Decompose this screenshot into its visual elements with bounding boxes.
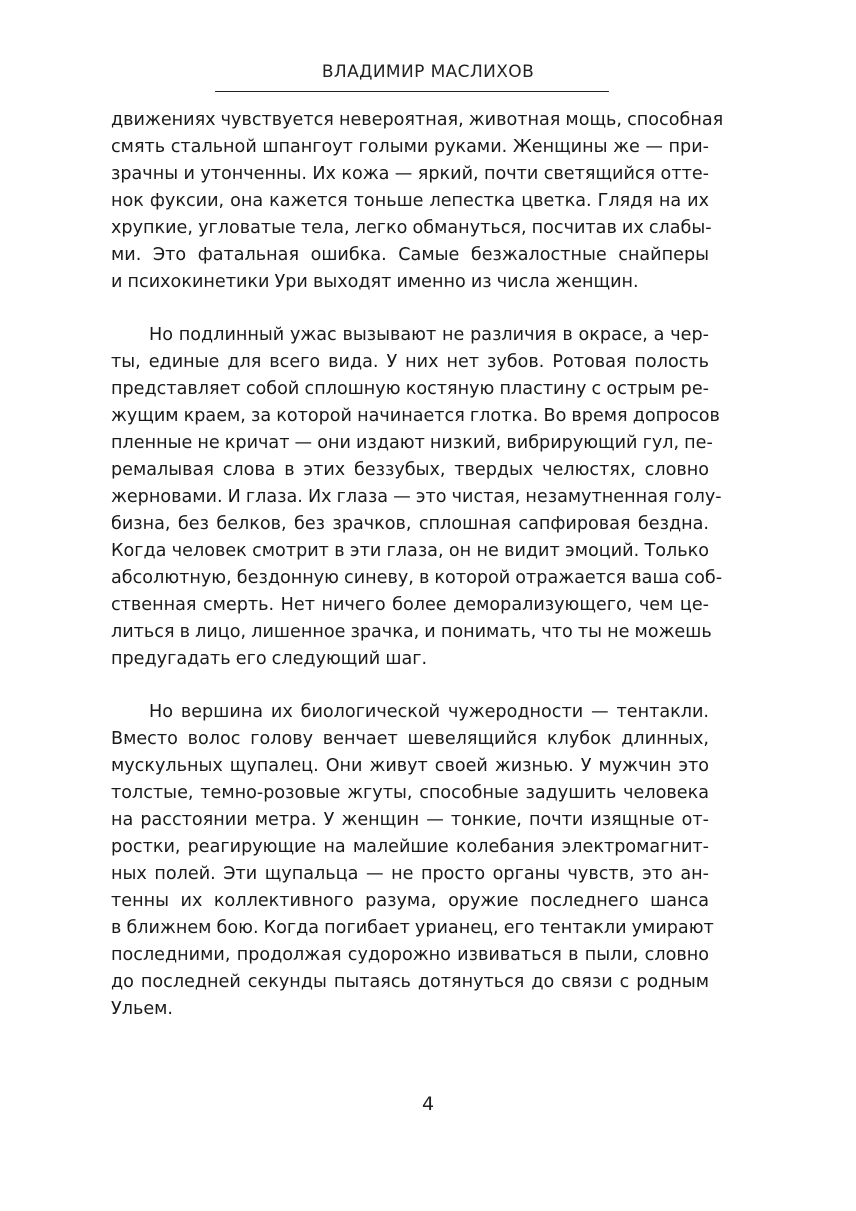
text-line: смять стальной шпангоут голыми руками. Женщины же — при- [111,137,709,157]
text-line: Но вершина их биологической чужеродности — тентакли. [149,702,709,722]
text-line: нок фуксии, она кажется тоньше лепестка цветка. Глядя на их [111,191,709,211]
text-line: Ульем. [111,999,174,1019]
text-line: предугадать его следующий шаг. [111,649,428,669]
text-line: зрачны и утонченны. Их кожа — яркий, почти светящийся отте- [111,164,709,184]
text-line: толстые, темно-розовые жгуты, способные задушить человека [111,783,709,803]
text-line: хрупкие, угловатые тела, легко обмануться, посчитав их слабы- [111,218,712,238]
text-line: литься в лицо, лишенное зрачка, и понимать, что ты не можешь [111,622,712,642]
text-line: ты, единые для всего вида. У них нет зубов. Ротовая полость [111,352,709,372]
text-line: бизна, без белков, без зрачков, сплошная сапфировая бездна. [111,514,709,534]
text-line: Вместо волос голову венчает шевелящийся клубок длинных, [111,729,709,749]
text-line: тенны их коллективного разума, оружие последнего шанса [111,891,709,911]
body-text [111,107,724,1023]
paragraph [111,322,723,673]
text-line: Но подлинный ужас вызывают не различия в окрасе, а чер- [149,325,709,345]
paragraph-gap [111,296,709,322]
text-line: ростки, реагирующие на малейшие колебания электромагнит- [111,837,709,857]
text-line: движениях чувствуется невероятная, животная мощь, способная [111,110,724,130]
paragraph [111,107,724,296]
text-line: мускульных щупалец. Они живут своей жизнью. У мужчин это [111,756,709,776]
text-line: ных полей. Эти щупальца — не просто органы чувств, это ан- [111,864,709,884]
text-line: в ближнем бою. Когда погибает урианец, его тентакли умирают [111,918,714,938]
page-number: 4 [421,1093,435,1115]
text-line: жущим краем, за которой начинается глотка. Во время допросов [111,406,720,426]
text-line: пленные не кричат — они издают низкий, вибрирующий гул, пе- [111,433,713,453]
text-line: Когда человек смотрит в эти глаза, он не видит эмоций. Только [111,541,709,561]
header-rule [215,91,609,92]
text-line: и психокинетики Ури выходят именно из числа женщин. [111,272,639,292]
paragraph [111,699,714,1023]
text-line: представляет собой сплошную костяную пластину с острым ре- [111,379,709,399]
text-line: последними, продолжая судорожно извиваться в пыли, словно [111,945,709,965]
text-line: ремалывая слова в этих беззубых, твердых челюстях, словно [111,460,709,480]
text-line: на расстоянии метра. У женщин — тонкие, почти изящные от- [111,810,709,830]
running-header: ВЛАДИМИР МАСЛИХОВ [321,62,535,82]
text-line: до последней секунды пытаясь дотянуться до связи с родным [111,972,709,992]
text-line: ми. Это фатальная ошибка. Самые безжалостные снайперы [111,245,709,265]
paragraph-gap [111,673,709,699]
text-line: жерновами. И глаза. Их глаза — это чистая, незамутненная голу- [111,487,722,507]
text-line: абсолютную, бездонную синеву, в которой отражается ваша соб- [111,568,723,588]
text-line: ственная смерть. Нет ничего более деморализующего, чем це- [111,595,709,615]
